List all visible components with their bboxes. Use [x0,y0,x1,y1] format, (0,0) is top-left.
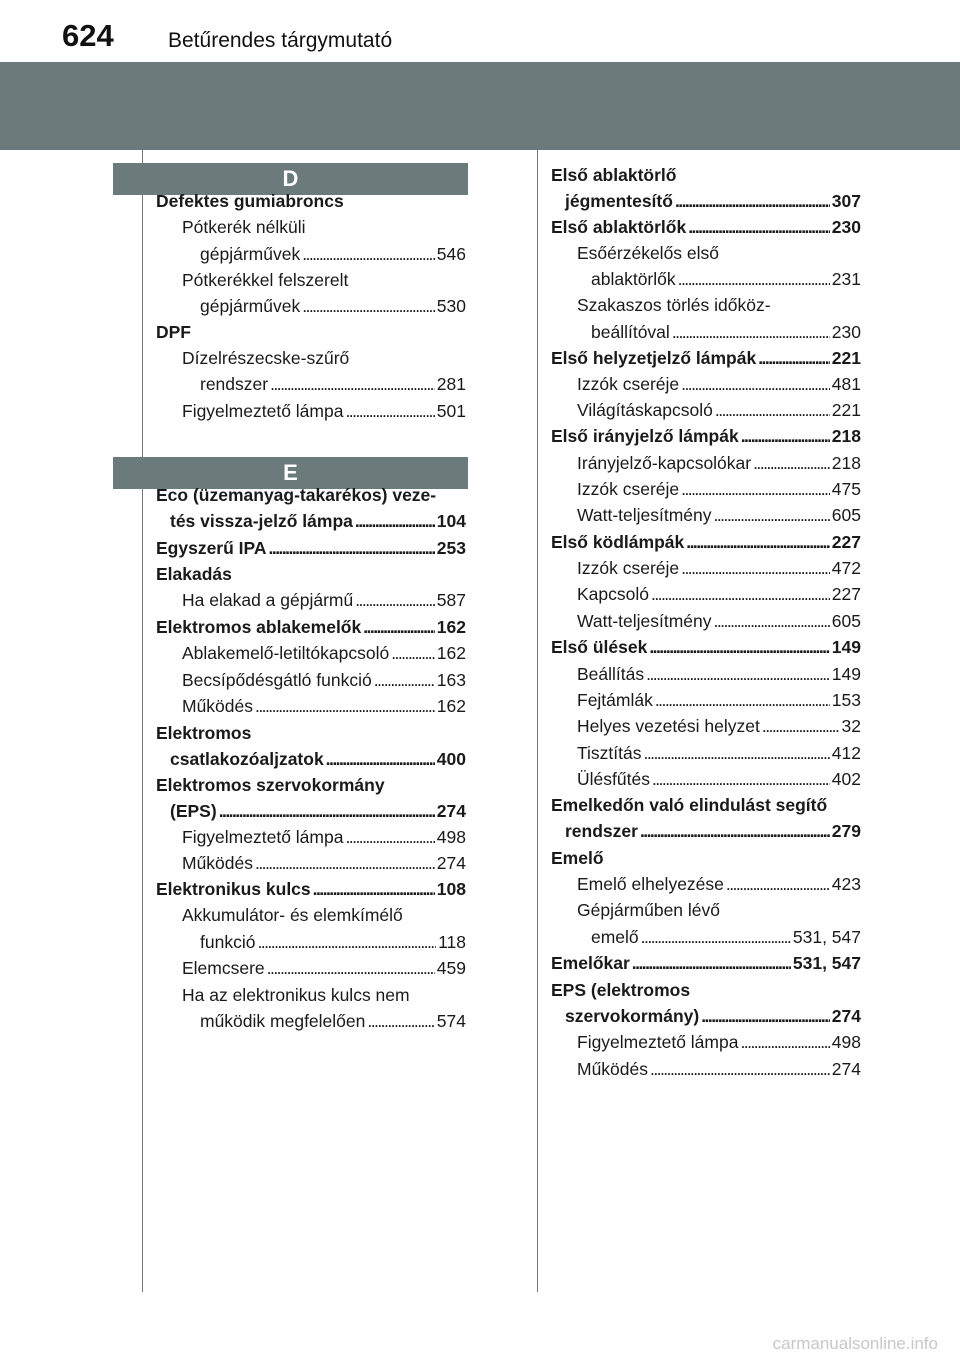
index-entry [577,687,861,713]
index-entry [551,977,861,1003]
index-entry [551,345,861,371]
index-entry [577,502,861,528]
index-term: Eco (üzemanyag-takarékos) veze- [156,485,437,505]
dot-leader [758,345,830,371]
page-reference: 162 [436,643,466,663]
dot-leader [741,423,830,449]
index-term: Működés [577,1059,649,1079]
index-term: Működés [182,696,254,716]
index-term: Működés [182,853,254,873]
dot-leader [345,398,434,424]
dot-leader [302,241,435,267]
dot-leader [345,824,434,850]
index-term: Fejtámlák [577,690,653,710]
index-term: DPF [156,322,191,342]
index-entry [182,398,466,424]
index-term: Ha az elektronikus kulcs nem [182,985,410,1005]
page-reference: 274 [436,801,466,821]
index-entry [577,476,861,502]
index-entry [551,423,861,449]
page-reference: 402 [831,769,861,789]
index-entry [200,929,466,955]
index-entry [156,876,466,902]
page-reference: 481 [831,374,861,394]
page-reference: 423 [831,874,861,894]
index-term: Elektromos ablakemelők [156,617,362,637]
index-term: Helyes vezetési helyzet [577,716,760,736]
dot-leader [270,371,435,397]
page-reference: 498 [831,1032,861,1052]
index-term: működik megfelelően [200,1011,366,1031]
index-term: Irányjelző-kapcsolókar [577,453,752,473]
index-term: jégmentesítő [565,191,673,211]
dot-leader [649,634,829,660]
index-entry [182,640,466,666]
dot-leader [681,476,830,502]
index-entry [156,319,466,345]
dot-leader [646,661,830,687]
dot-leader [367,1008,434,1034]
index-entry [200,371,466,397]
index-term: gépjárművek [200,244,301,264]
index-entry [182,587,466,613]
watermark: carmanualsonline.info [772,1334,938,1353]
index-entry [565,818,861,844]
index-term: Kapcsoló [577,584,649,604]
page-reference: 221 [831,348,861,368]
index-entry [577,871,861,897]
dot-leader [726,871,830,897]
dot-leader [701,1003,830,1029]
page-reference: 118 [438,932,466,952]
index-term: Figyelmeztető lámpa [182,401,344,421]
index-term: Elemcsere [182,958,265,978]
index-term: Elektromos [156,723,252,743]
index-term: Watt-teljesítmény [577,611,712,631]
index-entry [577,371,861,397]
left-column-rule [142,150,143,1292]
index-entry [577,397,861,423]
dot-leader [355,587,435,613]
dot-leader [715,397,830,423]
page-reference: 230 [831,322,861,342]
index-term: rendszer [565,821,638,841]
page-reference: 530 [436,296,466,316]
dot-leader [652,766,830,792]
index-entry [200,241,466,267]
index-entry [551,845,861,871]
page-reference: 307 [831,191,861,211]
dot-leader [255,693,435,719]
index-entry [182,667,466,693]
page-reference: 587 [436,590,466,610]
dot-leader [762,713,840,739]
index-term: tés vissza-jelző lámpa [170,511,353,531]
index-term: Tisztítás [577,743,642,763]
dot-leader [688,214,830,240]
index-entry [156,482,466,508]
index-entry [182,267,466,293]
index-entry [577,766,861,792]
dot-leader [355,508,435,534]
index-term: Elakadás [156,564,232,584]
index-term: Ha elakad a gépjármű [182,590,354,610]
index-entry [551,792,861,818]
page-reference: 218 [831,453,861,473]
index-entry [577,292,861,318]
dot-leader [326,746,435,772]
section-header-d: D [113,163,468,195]
index-term: EPS (elektromos [551,980,691,1000]
index-term: szervokormány) [565,1006,700,1026]
index-entry [156,188,466,214]
index-entry [551,950,861,976]
index-entry [182,214,466,240]
index-entry [182,902,466,928]
index-term: Emelkedőn való elindulást segítő [551,795,828,815]
index-entry [200,293,466,319]
index-term: Emelő [551,848,604,868]
page-reference: 279 [831,821,861,841]
index-term: Egyszerű IPA [156,538,267,558]
index-entry [577,555,861,581]
dot-leader [681,555,830,581]
index-term: Világításkapcsoló [577,400,713,420]
index-entry [182,345,466,371]
dot-leader [681,371,830,397]
page-reference: 149 [831,637,861,657]
dot-leader [313,876,435,902]
index-entry [182,824,466,850]
index-entry [156,720,466,746]
index-entry [551,529,861,555]
page-reference: 149 [831,664,861,684]
index-entry [551,214,861,240]
index-term: emelő [591,927,639,947]
index-term: Első ködlámpák [551,532,685,552]
dot-leader [672,319,830,345]
index-term: (EPS) [170,801,217,821]
page-number: 624 [62,18,114,53]
dot-leader [740,1029,829,1055]
index-entry [156,614,466,640]
dot-leader [678,266,830,292]
page-reference: 227 [831,584,861,604]
dot-leader [655,687,830,713]
index-term: Defektes gumiabroncs [156,191,344,211]
dot-leader [640,818,830,844]
right-column-rule [537,150,538,1292]
page-reference: 221 [831,400,861,420]
index-entry [577,740,861,766]
index-entry [577,450,861,476]
page-reference: 162 [436,617,466,637]
index-entry [577,608,861,634]
page-reference: 574 [436,1011,466,1031]
index-entry [551,162,861,188]
index-entry [591,319,861,345]
index-entry [577,581,861,607]
index-entry [577,1056,861,1082]
dot-leader [257,929,436,955]
page-reference: 108 [436,879,466,899]
index-term: Izzók cseréje [577,558,680,578]
dot-leader [644,740,830,766]
index-term: Emelőkar [551,953,630,973]
index-term: csatlakozóaljzatok [170,749,324,769]
dot-leader [753,450,830,476]
index-term: Ablakemelő-letiltókapcsoló [182,643,390,663]
page-reference: 162 [436,696,466,716]
index-term: Beállítás [577,664,645,684]
index-entry [170,798,466,824]
dot-leader [267,955,435,981]
page-reference: 218 [831,426,861,446]
dot-leader [391,640,435,666]
page-reference: 227 [831,532,861,552]
index-term: Becsípődésgátló funkció [182,670,372,690]
index-entry [156,772,466,798]
index-entry [577,897,861,923]
dot-leader [714,502,830,528]
index-term: Dízelrészecske-szűrő [182,348,350,368]
index-entry [182,693,466,719]
page-reference: 230 [831,217,861,237]
dot-leader [650,1056,830,1082]
index-term: Figyelmeztető lámpa [577,1032,739,1052]
index-term: ablaktörlők [591,269,676,289]
page-reference: 104 [436,511,466,531]
index-term: Ülésfűtés [577,769,650,789]
dot-leader [641,924,791,950]
section-header-e: E [113,457,468,489]
page-reference: 153 [831,690,861,710]
page-reference: 605 [831,505,861,525]
index-entry [591,266,861,292]
title-bar [0,0,960,62]
index-term: Elektronikus kulcs [156,879,311,899]
page-title: Betűrendes tárgymutató [168,29,393,52]
index-term: gépjárművek [200,296,301,316]
dot-leader [219,798,435,824]
index-term: Első ablaktörlők [551,217,687,237]
page-reference: 32 [841,716,861,736]
page-reference: 274 [436,853,466,873]
index-term: Esőérzékelős első [577,243,720,263]
index-term: Pótkerékkel felszerelt [182,270,349,290]
index-entry [200,1008,466,1034]
page-reference: 531, 547 [792,927,861,947]
page-reference: 281 [436,374,466,394]
index-term: Szakaszos törlés időköz- [577,295,771,315]
index-entry [182,955,466,981]
index-entry [170,746,466,772]
index-entry [565,188,861,214]
page-reference: 412 [831,743,861,763]
index-entry [156,535,466,561]
index-term: Első irányjelző lámpák [551,426,739,446]
index-term: Első ülések [551,637,648,657]
index-term: Watt-teljesítmény [577,505,712,525]
index-term: Emelő elhelyezése [577,874,724,894]
index-entry [577,713,861,739]
page-reference: 605 [831,611,861,631]
dot-leader [302,293,435,319]
dot-leader [363,614,435,640]
index-term: Első helyzetjelző lámpák [551,348,757,368]
index-term: Figyelmeztető lámpa [182,827,344,847]
index-term: Gépjárműben lévő [577,900,720,920]
dot-leader [675,188,830,214]
index-entry [156,561,466,587]
page-reference: 475 [831,479,861,499]
index-term: Akkumulátor- és elemkímélő [182,905,403,925]
page-reference: 472 [831,558,861,578]
index-entry [182,850,466,876]
page-reference: 253 [436,538,466,558]
page-reference: 531, 547 [792,953,861,973]
index-entry [577,661,861,687]
index-term: Első ablaktörlő [551,165,677,185]
dot-leader [632,950,791,976]
page-reference: 501 [436,401,466,421]
index-term: beállítóval [591,322,670,342]
page-reference: 163 [436,670,466,690]
index-entry [591,924,861,950]
index-entry [182,982,466,1008]
dot-leader [714,608,830,634]
page-reference: 498 [436,827,466,847]
index-term: Izzók cseréje [577,374,680,394]
page-reference: 400 [436,749,466,769]
index-term: funkció [200,932,256,952]
index-entry [577,1029,861,1055]
index-entry [565,1003,861,1029]
index-entry [577,240,861,266]
dot-leader [255,850,435,876]
index-entry [170,508,466,534]
page-reference: 546 [436,244,466,264]
page-reference: 459 [436,958,466,978]
index-entry [551,634,861,660]
dot-leader [269,535,435,561]
dot-leader [374,667,435,693]
page-reference: 274 [831,1006,861,1026]
index-term: Izzók cseréje [577,479,680,499]
dot-leader [651,581,830,607]
dot-leader [686,529,830,555]
index-term: Elektromos szervokormány [156,775,385,795]
index-term: rendszer [200,374,269,394]
page-reference: 274 [831,1059,861,1079]
index-term: Pótkerék nélküli [182,217,306,237]
page-reference: 231 [831,269,861,289]
